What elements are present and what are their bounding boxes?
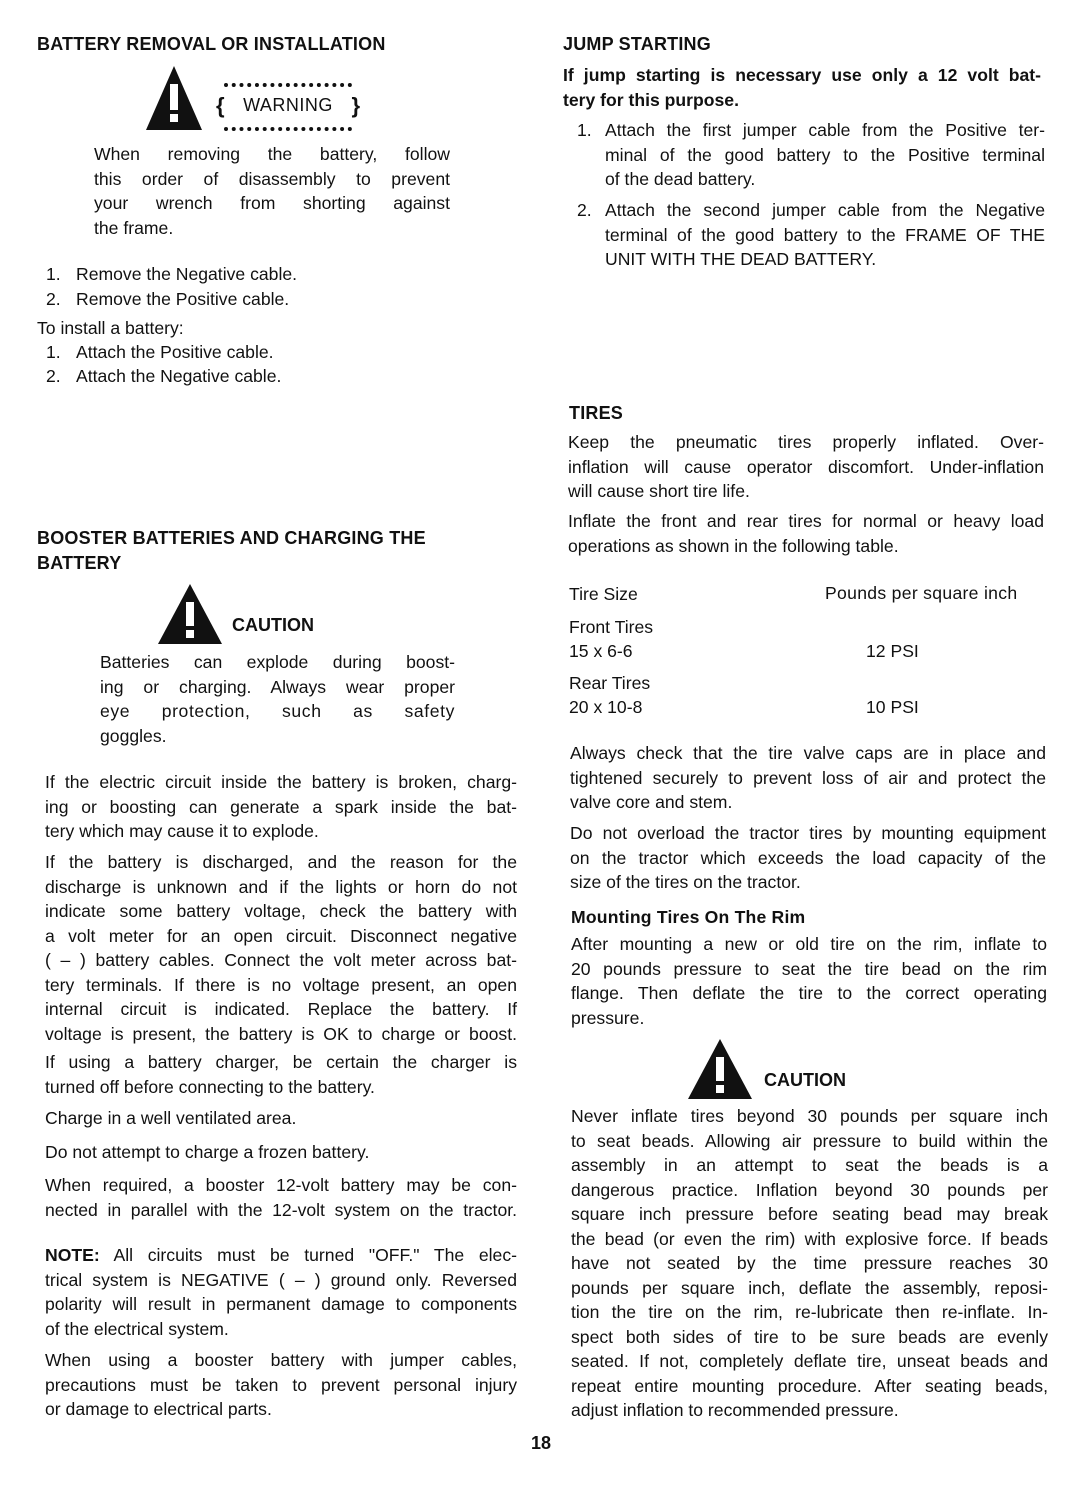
booster-para-3	[45, 1050, 517, 1099]
booster-note	[45, 1243, 517, 1341]
tires-para-4	[570, 821, 1046, 895]
text-line: have not seated by the time pressure reaches 30	[571, 1253, 1048, 1273]
warning-label-box: { } WARNING	[216, 83, 360, 131]
text-line: When required, a booster 12-volt battery may be con-	[45, 1175, 517, 1195]
mounting-para	[571, 932, 1047, 1030]
tires-heading: TIRES	[569, 403, 624, 423]
table-row-label: Rear Tires	[569, 673, 651, 693]
text-line: ing or boosting can generate a spark inside the bat-	[45, 796, 517, 817]
tires-para-2	[568, 509, 1044, 558]
text-line: If the electric circuit inside the battery is broken, charg-	[45, 772, 517, 792]
text-line: pressure.	[571, 1007, 645, 1028]
install-intro: To install a battery:	[37, 318, 184, 338]
text-line: internal circuit is indicated. Replace the battery. If	[45, 999, 517, 1019]
caution-line: goggles.	[100, 725, 167, 746]
text-line: spect both sides of tire to be sure beads are evenly	[571, 1326, 1048, 1347]
caution-line: ing or charging. Always wear proper	[100, 676, 455, 697]
text-line: will cause short tire life.	[568, 481, 750, 501]
text-line: size of the tires on the tractor.	[570, 872, 801, 892]
text-line: adjust inflation to recommended pressure.	[571, 1400, 899, 1420]
warning-label: WARNING	[243, 95, 333, 115]
table-cell-psi: 12 PSI	[866, 641, 919, 661]
tires-para-1	[568, 430, 1044, 504]
caution-line: Batteries can explode during boost-	[100, 652, 455, 672]
text-line: voltage is present, the battery is OK to charge or boost.	[45, 1023, 517, 1044]
booster-heading: BOOSTER BATTERIES AND CHARGING THE	[37, 528, 426, 548]
text-line: square inch pressure before seating bead may break	[571, 1204, 1048, 1224]
text-line: of the dead battery.	[605, 169, 756, 189]
text-line: of the electrical system.	[45, 1318, 229, 1339]
text-line: polarity will result in permanent damage to components	[45, 1294, 517, 1314]
text-line: the bead (or even the rim) with explosive force. If beads	[571, 1228, 1048, 1249]
warning-line: this order of disassembly to prevent	[94, 168, 450, 189]
page-number: 18	[531, 1433, 552, 1453]
text-line: discharge is unknown and if the lights or horn do not	[45, 876, 517, 897]
warning-line: When removing the battery, follow	[94, 144, 450, 164]
battery-removal-heading: BATTERY REMOVAL OR INSTALLATION	[37, 34, 386, 54]
note-text: All circuits must be turned "OFF." The elec-	[99, 1245, 517, 1265]
mounting-heading: Mounting Tires On The Rim	[571, 907, 806, 927]
list-number: 2.	[46, 289, 61, 309]
text-line: precautions must be taken to prevent personal injury	[45, 1374, 517, 1395]
table-header-tire-size: Tire Size	[569, 584, 638, 604]
note-label: NOTE:	[45, 1245, 100, 1265]
table-cell-size: 15 x 6-6	[569, 641, 633, 661]
booster-para-6	[45, 1173, 517, 1222]
text-line: After mounting a new or old tire on the rim, inflate to	[571, 934, 1047, 954]
text-line: dangerous practice. Inflation beyond 30 pounds per	[571, 1179, 1048, 1200]
text-line: tion the tire on the rim, re-lubricate then re-inflate. In-	[571, 1302, 1048, 1322]
text-line: tery for this purpose.	[563, 89, 739, 110]
list-number: 1.	[46, 342, 61, 362]
text-line: When using a booster battery with jumper cables,	[45, 1350, 517, 1370]
text-line: Inflate the front and rear tires for normal or heavy load	[568, 511, 1044, 531]
text-line	[45, 1243, 517, 1268]
table-cell-size: 20 x 10-8	[569, 697, 643, 717]
warning-triangle-icon	[146, 66, 202, 130]
booster-para-2	[45, 850, 517, 1046]
booster-para-1	[45, 770, 517, 844]
text-line: or damage to electrical parts.	[45, 1399, 272, 1419]
text-line: to seat beads. Allowing air pressure to build within the	[571, 1130, 1048, 1151]
text-line: terminal of the good battery to the FRAME OF THE	[605, 224, 1045, 245]
table-cell-psi: 10 PSI	[866, 697, 919, 717]
text-line: Keep the pneumatic tires properly inflated. Over-	[568, 432, 1044, 452]
caution-label: CAUTION	[232, 615, 314, 635]
text-line: tightened securely to prevent loss of air and protect the	[570, 767, 1046, 788]
text-line: tery terminals. If there is no voltage present, an open	[45, 974, 517, 995]
text-line: If the battery is discharged, and the reason for the	[45, 852, 517, 872]
caution-line: eye protection, such as safety	[100, 701, 455, 721]
text-line: trical system is NEGATIVE ( – ) ground only. Reversed	[45, 1269, 517, 1290]
warning-text	[94, 142, 450, 240]
text-line: tery which may cause it to explode.	[45, 821, 319, 841]
text-line: repeat entire mounting procedure. After seating beads,	[571, 1375, 1048, 1396]
text-line: operations as shown in the following table.	[568, 535, 899, 556]
text-line: turned off before connecting to the battery.	[45, 1076, 375, 1097]
text-line: Attach the first jumper cable from the Positive ter-	[605, 120, 1045, 140]
text-line: If jump starting is necessary use only a 12 volt bat-	[563, 65, 1041, 85]
text-line: on the tractor which exceeds the load capacity of the	[570, 847, 1046, 868]
text-line: flange. Then deflate the tire to the correct operating	[571, 983, 1047, 1003]
list-number: 1.	[577, 120, 592, 140]
text-line: indicate some battery voltage, check the battery with	[45, 901, 517, 921]
text-line: seated. If not, completely deflate tire, unseat beads and	[571, 1351, 1048, 1371]
caution-triangle-icon	[158, 584, 222, 644]
text-line: UNIT WITH THE DEAD BATTERY.	[605, 249, 877, 269]
text-line: Never inflate tires beyond 30 pounds per square inch	[571, 1106, 1048, 1126]
list-text: Attach the Positive cable.	[76, 342, 274, 362]
text-line: 20 pounds pressure to seat the tire bead on the rim	[571, 958, 1047, 979]
booster-para-7	[45, 1348, 517, 1422]
booster-heading: BATTERY	[37, 553, 122, 573]
list-number: 2.	[577, 200, 592, 220]
tires-caution-text	[571, 1104, 1048, 1423]
tires-para-3	[570, 741, 1046, 815]
text-line: ( – ) battery cables. Connect the volt meter across bat-	[45, 950, 517, 970]
table-header-psi: Pounds per square inch	[825, 583, 1018, 603]
booster-para-5: Do not attempt to charge a frozen battery.	[45, 1142, 370, 1162]
list-text: Attach the Negative cable.	[76, 366, 282, 386]
text-line: minal of the good battery to the Positive terminal	[605, 144, 1045, 165]
list-text: Remove the Negative cable.	[76, 264, 298, 284]
booster-para-4: Charge in a well ventilated area.	[45, 1108, 297, 1128]
warning-line: the frame.	[94, 217, 174, 238]
text-line: Attach the second jumper cable from the Negative	[605, 200, 1045, 220]
text-line: assembly in an attempt to seat the beads is a	[571, 1155, 1048, 1175]
caution-label: CAUTION	[764, 1070, 846, 1090]
text-line: valve core and stem.	[570, 792, 733, 812]
jump-starting-heading: JUMP STARTING	[563, 34, 711, 54]
text-line: inflation will cause operator discomfort. Under-inflation	[568, 456, 1044, 477]
jump-intro	[563, 63, 1041, 112]
caution-triangle-icon	[688, 1039, 752, 1099]
list-number: 2.	[46, 366, 61, 386]
text-line: Always check that the tire valve caps are in place and	[570, 743, 1046, 763]
table-row-label: Front Tires	[569, 617, 654, 637]
list-text: Remove the Positive cable.	[76, 289, 290, 309]
text-line: pounds per square inch, deflate the assembly, reposi-	[571, 1277, 1048, 1298]
text-line: nected in parallel with the 12-volt system on the tractor.	[45, 1199, 517, 1220]
text-line: Do not overload the tractor tires by mounting equipment	[570, 823, 1046, 843]
text-line: a volt meter for an open circuit. Disconnect negative	[45, 925, 517, 946]
caution-text	[100, 650, 455, 748]
text-line: If using a battery charger, be certain the charger is	[45, 1052, 517, 1072]
list-number: 1.	[46, 264, 61, 284]
warning-line: your wrench from shorting against	[94, 193, 450, 213]
